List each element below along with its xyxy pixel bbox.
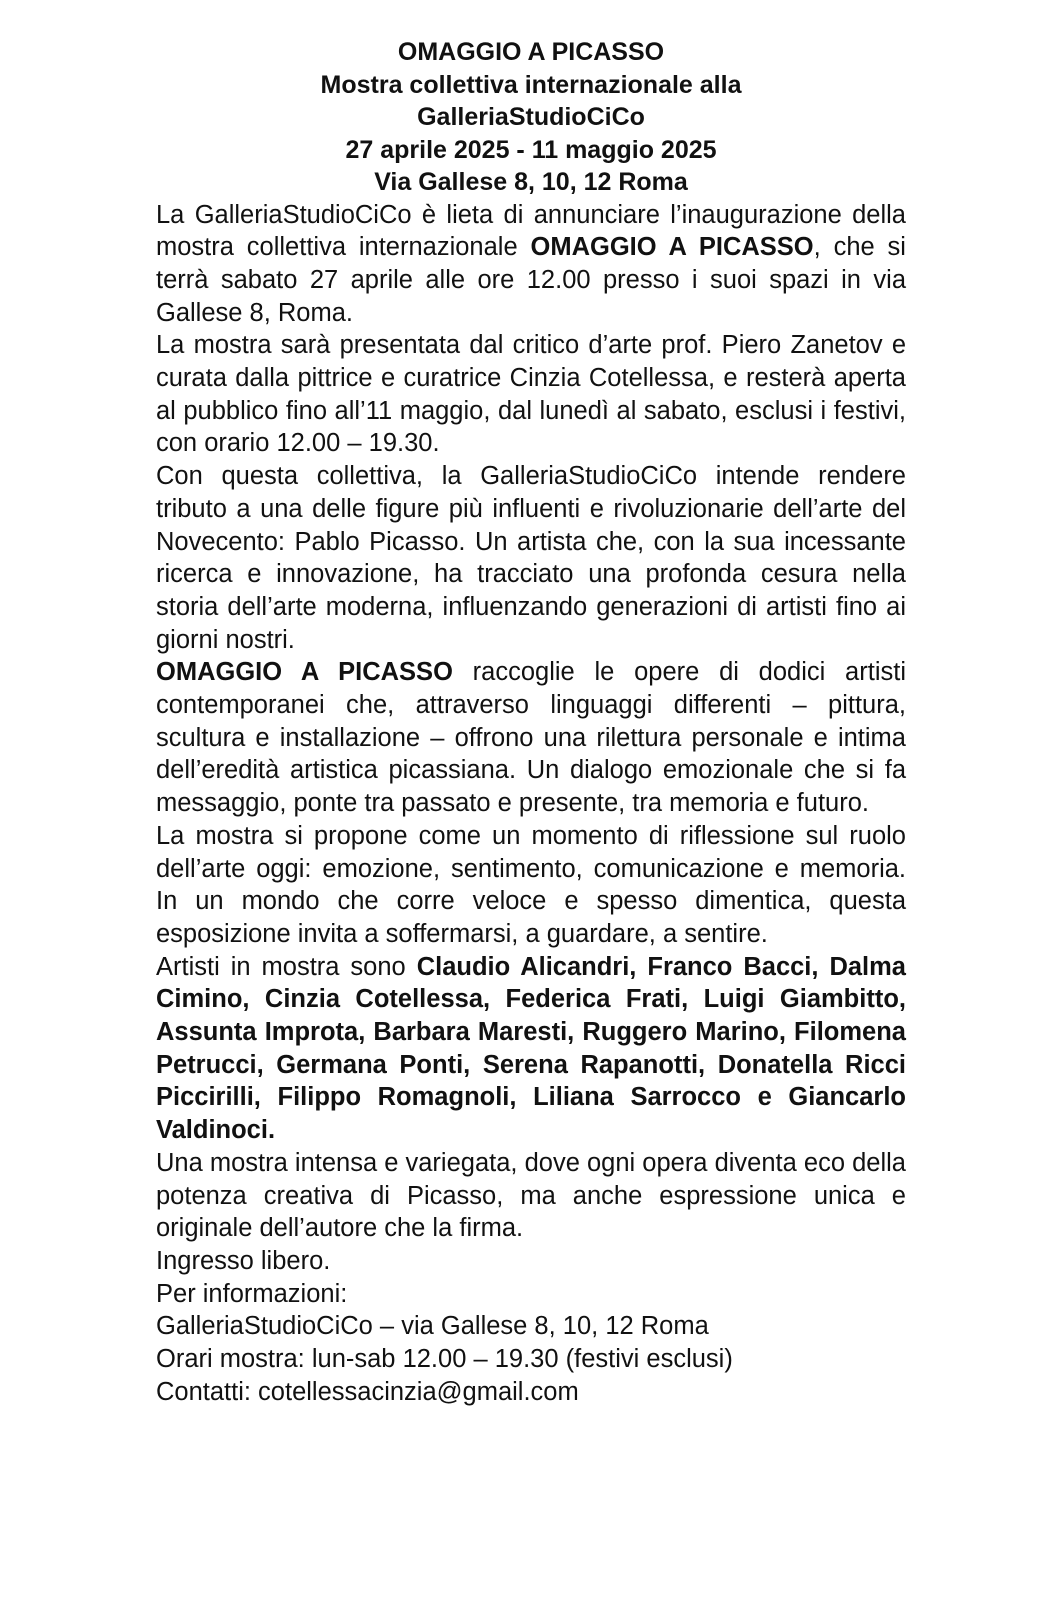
opening-hours: Orari mostra: lun-sab 12.00 – 19.30 (festivi esclusi) xyxy=(156,1345,733,1374)
works-title-bold: OMAGGIO A PICASSO xyxy=(156,658,453,687)
contact-email: Contatti: cotellessacinzia@gmail.com xyxy=(156,1377,579,1406)
paragraph-tribute: Con questa collettiva, la GalleriaStudioCiCo intende rendere tributo a una delle figure più influenti e rivoluzionarie dell’arte del Novecento: Pablo Picasso. Un artista che, con la sua incessante ricerca e innovazione, ha tracciato una profonda cesura nella storia dell’arte moderna, influenzando generazioni di artisti fino ai giorni nostri. xyxy=(156,462,906,654)
artists-intro: Artisti in mostra sono xyxy=(156,952,417,981)
paragraph-announcement xyxy=(156,199,906,330)
announcement-title-bold: OMAGGIO A PICASSO xyxy=(530,233,814,262)
artists-list: Claudio Alicandri, Franco Bacci, Dalma Cimino, Cinzia Cotellessa, Federica Frati, Luigi Giambitto, Assunta Improta, Barbara Maresti, Ruggero Marino, Filomena Petrucci, Germana Ponti, Serena Rapanotti, Donatella Ricci Piccirilli, Filippo Romagnoli, Liliana Sarrocco e Giancarlo Valdinoci. xyxy=(156,952,906,1145)
exhibition-dates: 27 aprile 2025 - 11 maggio 2025 xyxy=(345,135,717,164)
exhibition-address: Via Gallese 8, 10, 12 Roma xyxy=(374,168,688,196)
exhibition-title: OMAGGIO A PICASSO xyxy=(397,38,665,66)
gallery-address: GalleriaStudioCiCo – via Gallese 8, 10, 12 Roma xyxy=(156,1312,709,1341)
paragraph-presentation: La mostra sarà presentata dal critico d’arte prof. Piero Zanetov e curata dalla pittrice e curatrice Cinzia Cotellessa, e resterà aperta al pubblico fino all’11 maggio, dal lunedì al sabato, esclusi i festivi, con orario 12.00 – 19.30. xyxy=(156,331,906,458)
paragraph-works xyxy=(156,656,906,820)
press-release xyxy=(156,36,906,1409)
info-block xyxy=(156,1245,906,1409)
announcement-text-start: La GalleriaStudioCiCo è lieta di annunciare l’inaugurazione della mostra collettiva internazionale xyxy=(156,200,906,262)
paragraph-artists xyxy=(156,951,906,1147)
paragraph-reflection: La mostra si propone come un momento di riflessione sul ruolo dell’arte oggi: emozione, sentimento, comunicazione e memoria. In un mondo che corre veloce e spesso dimentica, questa esposizione invita a soffermarsi, a guardare, a sentire. xyxy=(156,821,906,948)
gallery-name: GalleriaStudioCiCo xyxy=(417,103,645,131)
entry-info: Ingresso libero. xyxy=(156,1247,331,1275)
paragraph-closing: Una mostra intensa e variegata, dove ogni opera diventa eco della potenza creativa di Picasso, ma anche espressione unica e originale dell’autore che la firma. xyxy=(156,1148,906,1243)
exhibition-subtitle: Mostra collettiva internazionale alla xyxy=(320,70,742,99)
body-text xyxy=(156,199,906,1409)
info-heading: Per informazioni: xyxy=(156,1279,348,1308)
title-block xyxy=(210,36,852,199)
works-text: raccoglie le opere di dodici artisti contemporanei che, attraverso linguaggi differenti – pittura, scultura e installazione – offrono una rilettura personale e intima dell’eredità artistica picassiana. Un dialogo emozionale che si fa messaggio, ponte tra passato e presente, tra memoria e futuro. xyxy=(156,658,906,818)
announcement-text-end: , che si terrà sabato 27 aprile alle ore 12.00 presso i suoi spazi in via Gallese 8, Roma. xyxy=(156,233,906,327)
